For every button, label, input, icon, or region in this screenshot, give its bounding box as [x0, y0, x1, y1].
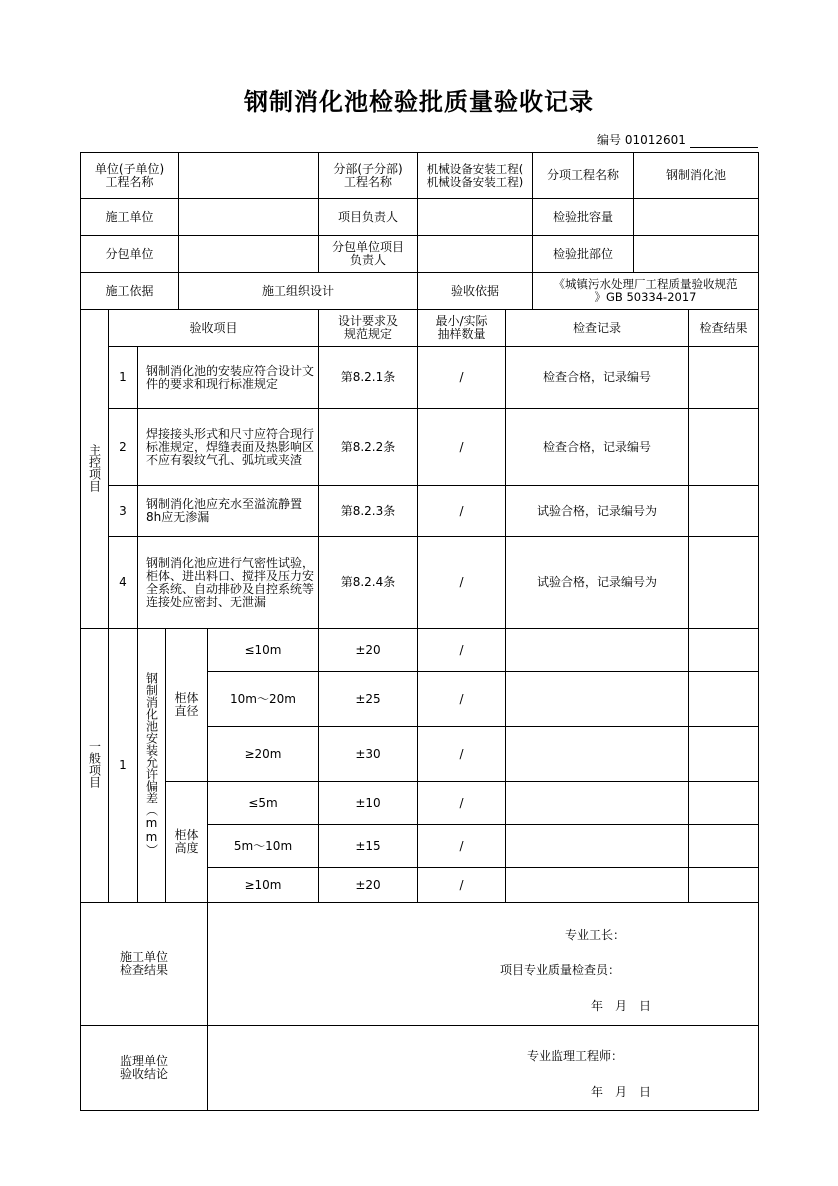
pm-value[interactable]	[418, 199, 533, 236]
part-label: 检验批部位	[533, 236, 634, 273]
row-req: 第8.2.3条	[319, 486, 418, 537]
form-code-label: 编号 01012601	[597, 133, 686, 147]
subitem-label: 分项工程名称	[533, 153, 634, 199]
unit-label: 单位(子单位) 工程名称	[81, 153, 179, 199]
row-req: 第8.2.1条	[319, 347, 418, 409]
row-result[interactable]	[689, 782, 759, 825]
row-record[interactable]	[506, 868, 689, 903]
row-record[interactable]: 检查合格，记录编号	[506, 347, 689, 409]
row-record[interactable]	[506, 782, 689, 825]
general-section-label	[81, 629, 109, 903]
row-record[interactable]	[506, 825, 689, 868]
row-result[interactable]	[689, 672, 759, 727]
sub-label: 分包单位	[81, 236, 179, 273]
general-item	[138, 629, 166, 903]
col-sample: 最小/实际 抽样数量	[418, 310, 506, 347]
row-req: 第8.2.2条	[319, 409, 418, 486]
row-record[interactable]: 检查合格，记录编号	[506, 409, 689, 486]
row-result[interactable]	[689, 629, 759, 672]
row-sample[interactable]: /	[418, 727, 506, 782]
supervision-label: 监理单位 验收结论	[81, 1026, 208, 1111]
row-no: 3	[109, 486, 138, 537]
col-result: 检查结果	[689, 310, 759, 347]
row-cond: ≥20m	[208, 727, 319, 782]
accept-basis-value[interactable]: 《城镇污水处理厂工程质量验收规范 》GB 50334-2017	[533, 273, 759, 310]
row-record[interactable]: 试验合格，记录编号为	[506, 537, 689, 629]
construction-check-label: 施工单位 检查结果	[81, 903, 208, 1026]
row-cond: 5m～10m	[208, 825, 319, 868]
basis-value[interactable]: 施工组织设计	[179, 273, 418, 310]
row-sample[interactable]: /	[418, 629, 506, 672]
row-record[interactable]: 试验合格，记录编号为	[506, 486, 689, 537]
group-height	[166, 782, 208, 903]
supervision-date: 年 月 日	[591, 1085, 652, 1099]
sub-pm-value[interactable]	[418, 236, 533, 273]
capacity-label: 检验批容量	[533, 199, 634, 236]
row-cond: ≤10m	[208, 629, 319, 672]
col-req: 设计要求及 规范规定	[319, 310, 418, 347]
sub-value[interactable]	[179, 236, 319, 273]
general-label-text: 一般项目	[87, 740, 102, 788]
row-sample[interactable]: /	[418, 672, 506, 727]
sub-pm-label: 分包单位项目 负责人	[319, 236, 418, 273]
table-row	[81, 486, 759, 537]
foreman-label: 专业工长：	[565, 928, 626, 942]
subitem-value[interactable]: 钢制消化池	[634, 153, 759, 199]
row-sample[interactable]: /	[418, 409, 506, 486]
row-text: 焊接接头形式和尺寸应符合现行标准规定，焊缝表面及热影响区不应有裂纹气孔、弧坑或夹渣	[138, 409, 319, 486]
division-value[interactable]: 机械设备安装工程( 机械设备安装工程)	[418, 153, 533, 199]
row-req: ±20	[319, 868, 418, 903]
row-sample[interactable]: /	[418, 782, 506, 825]
row-cond: 10m～20m	[208, 672, 319, 727]
row-no: 1	[109, 347, 138, 409]
table-row	[81, 537, 759, 629]
contractor-value[interactable]	[179, 199, 319, 236]
row-result[interactable]	[689, 727, 759, 782]
page-title: 钢制消化池检验批质量验收记录	[244, 88, 594, 116]
row-record[interactable]	[506, 629, 689, 672]
row-sample[interactable]: /	[418, 825, 506, 868]
group-diameter	[166, 629, 208, 782]
row-result[interactable]	[689, 347, 759, 409]
part-value[interactable]	[634, 236, 759, 273]
accept-basis-label: 验收依据	[418, 273, 533, 310]
row-req: 第8.2.4条	[319, 537, 418, 629]
division-label: 分部(子分部) 工程名称	[319, 153, 418, 199]
capacity-value[interactable]	[634, 199, 759, 236]
group-diameter-text: 柜体直径	[174, 691, 199, 718]
row-result[interactable]	[689, 409, 759, 486]
table-row	[81, 347, 759, 409]
row-result[interactable]	[689, 825, 759, 868]
row-result[interactable]	[689, 537, 759, 629]
row-text: 钢制消化池的安装应符合设计文件的要求和现行标准规定	[138, 347, 319, 409]
row-result[interactable]	[689, 868, 759, 903]
main-label-text: 主控项目	[87, 443, 102, 492]
row-req: ±30	[319, 727, 418, 782]
row-sample[interactable]: /	[418, 347, 506, 409]
table-row	[81, 409, 759, 486]
row-record[interactable]	[506, 727, 689, 782]
row-req: ±25	[319, 672, 418, 727]
col-item: 验收项目	[109, 310, 319, 347]
form-code	[597, 131, 758, 148]
check-date: 年 月 日	[591, 999, 652, 1013]
row-result[interactable]	[689, 486, 759, 537]
basis-label: 施工依据	[81, 273, 179, 310]
construction-check-area[interactable]	[208, 903, 759, 1026]
row-cond: ≤5m	[208, 782, 319, 825]
row-text: 钢制消化池应进行气密性试验，柜体、进出料口、搅拌及压力安全系统、自动排砂及自控系统等连接处应密封、无泄漏	[138, 537, 319, 629]
table-row	[81, 629, 759, 672]
general-item-text: 钢制消化池安装允许偏差（mm）	[144, 672, 159, 856]
row-text: 钢制消化池应充水至溢流静置8h应无渗漏	[138, 486, 319, 537]
inspection-table	[80, 152, 759, 1111]
row-sample[interactable]: /	[418, 537, 506, 629]
table-row	[81, 782, 759, 825]
row-no: 4	[109, 537, 138, 629]
general-no: 1	[109, 629, 138, 903]
inspector-label: 项目专业质量检查员：	[500, 963, 621, 977]
row-req: ±10	[319, 782, 418, 825]
unit-value[interactable]	[179, 153, 319, 199]
contractor-label: 施工单位	[81, 199, 179, 236]
row-req: ±20	[319, 629, 418, 672]
row-sample[interactable]: /	[418, 868, 506, 903]
row-sample[interactable]: /	[418, 486, 506, 537]
col-record: 检查记录	[506, 310, 689, 347]
supervision-area[interactable]	[208, 1026, 759, 1111]
row-no: 2	[109, 409, 138, 486]
main-section-label	[81, 310, 109, 629]
pm-label: 项目负责人	[319, 199, 418, 236]
row-record[interactable]	[506, 672, 689, 727]
group-height-text: 柜体高度	[174, 828, 199, 855]
engineer-label: 专业监理工程师：	[527, 1049, 624, 1063]
row-cond: ≥10m	[208, 868, 319, 903]
row-req: ±15	[319, 825, 418, 868]
code-input-line[interactable]	[690, 135, 758, 148]
